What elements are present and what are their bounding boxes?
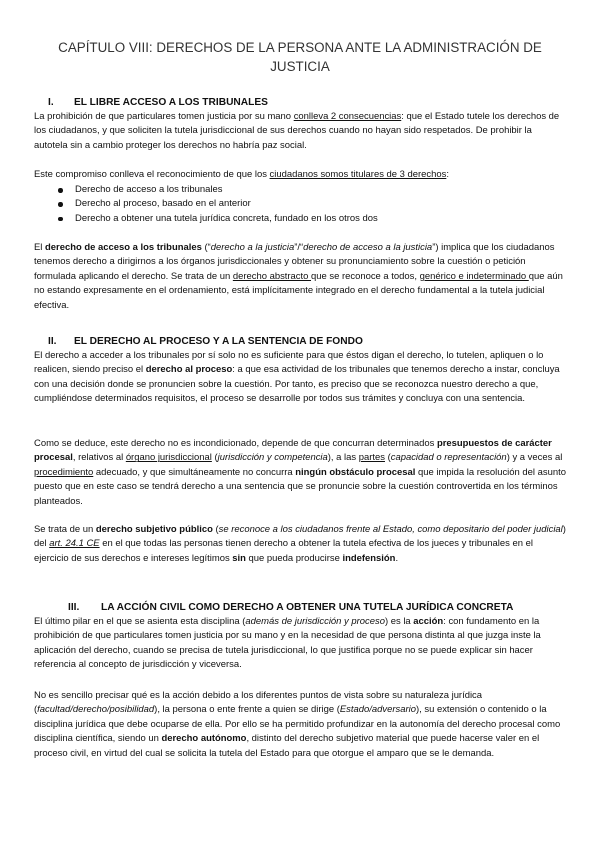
bold-text: presupuestos de carácter procesal bbox=[34, 438, 552, 464]
s1-paragraph-1 bbox=[34, 110, 566, 153]
text: . bbox=[395, 552, 399, 564]
text: ) del bbox=[34, 524, 566, 550]
italic-text: capacidad o representación bbox=[390, 452, 507, 464]
italic-text: facultad/derecho/posibilidad bbox=[37, 704, 155, 716]
text: Como se deduce, este derecho no es incondicionado, depende de que concurran determinados bbox=[34, 438, 437, 449]
section-1-number: I. bbox=[48, 97, 54, 108]
text: ) y a veces al bbox=[506, 452, 563, 464]
text: La prohibición de que particulares tomen justicia por su mano bbox=[34, 111, 294, 122]
text: ”) implica que los ciudadanos tenemos derecho a dirigirnos a los órganos jurisdiccionales y obtener su pronunciamiento sobre la cuestión o petición formulada aplicando el derecho. Se trata de un bbox=[34, 242, 555, 282]
section-3-number: III. bbox=[68, 602, 80, 613]
section-3-title: LA ACCIÓN CIVIL COMO DERECHO A OBTENER UNA TUTELA JURÍDICA CONCRETA bbox=[101, 602, 514, 613]
section-2-number: II. bbox=[48, 336, 57, 347]
s3-paragraph-1 bbox=[34, 615, 566, 673]
italic-text: Estado/adversario bbox=[339, 704, 416, 716]
underlined-text: procedimiento bbox=[34, 466, 94, 478]
text: : a que esa actividad de los tribunales que tenemos derecho a instar, concluya con una decisión donde se pronuncien sobre la cuestión. Por tanto, es preciso que se reconozca nuestro derecho a que, cumpliéndose determinados requisitos, el proceso se desarrolle por todos sus trámites y concluya con una sentencia. bbox=[34, 364, 560, 405]
text: que se reconoce a todos, bbox=[311, 270, 420, 282]
section-3-heading bbox=[68, 601, 513, 615]
text: : que el Estado tutele los derechos de los ciudadanos, y que soliciten la tutela jurisdiccional de sus derechos cuando no hayan sido respetados. De prohibir la autotela sin a cambio proteger los derechos no habría paz social. bbox=[34, 111, 560, 151]
bold-text: derecho autónomo bbox=[161, 733, 247, 745]
text: El derecho a acceder a los tribunales por sí solo no es suficiente para que éstos digan el derecho, lo tutelen, apliquen o lo realicen, siendo preciso el bbox=[34, 350, 544, 376]
underlined-text: derecho abstracto bbox=[232, 270, 312, 282]
underlined-text: genérico e indeterminado bbox=[419, 270, 529, 282]
section-1-title: EL LIBRE ACCESO A LOS TRIBUNALES bbox=[74, 97, 268, 108]
text: : bbox=[446, 169, 449, 180]
text: ) es la bbox=[384, 616, 414, 627]
italic-text: derecho a la justicia bbox=[210, 242, 295, 253]
text: Este compromiso conlleva el reconocimiento de que los bbox=[34, 169, 270, 180]
bold-text: derecho al proceso bbox=[145, 364, 233, 376]
text: No es sencillo precisar qué es la acción debido a los diferentes puntos de vista sobre su naturaleza jurídica ( bbox=[34, 690, 483, 716]
text: ( bbox=[211, 452, 218, 464]
s1-bullet-list bbox=[34, 183, 590, 226]
text: : con fundamento en la prohibición de que particulares tomen justicia por su mano y en la necesidad de que persona distinta al que juzga inste la aplicación del derecho, cuando se precisa de tutela jurisdiccional, lo que justifica porque no se puede explicar sin hacer referencia al concepto de jurisdicción y viceversa. bbox=[34, 616, 541, 671]
text: Se trata de un bbox=[34, 524, 96, 535]
section-1-heading bbox=[48, 96, 268, 110]
text: El último pilar en el que se asienta esta disciplina ( bbox=[34, 616, 246, 627]
italic-text: derecho de acceso a la justicia bbox=[303, 242, 433, 253]
italic-text: se reconoce a los ciudadanos frente al Estado, como depositario del poder judicial bbox=[218, 524, 563, 535]
text: , distinto del derecho subjetivo material que puede hacerse valer en el proceso civil, en virtud del cual se solicita la tutela del Estado para que otorgue el amparo que se le demanda. bbox=[34, 733, 540, 759]
text: que aún no estando expresamente en el ordenamiento, está implícitamente integrado en el derecho fundamental a la tutela judicial efectiva. bbox=[34, 270, 563, 311]
text: El bbox=[34, 242, 46, 253]
chapter-title: CAPÍTULO VIII: DERECHOS DE LA PERSONA ANTE LA ADMINISTRACIÓN DE JUSTICIA bbox=[58, 40, 542, 74]
article-reference: art. 24.1 CE bbox=[49, 538, 100, 550]
bold-text: sin bbox=[232, 552, 246, 564]
s1-paragraph-3 bbox=[34, 241, 566, 313]
text: ), su extensión o contenido o la disciplina jurídica que debe ocuparse de ella. Por ello se ha permitido profundizar en la autonomía del derecho procesal como disciplina científica, siendo un bbox=[34, 704, 561, 745]
text: , relativos al bbox=[72, 452, 126, 464]
s3-paragraph-2 bbox=[34, 689, 566, 761]
underlined-text: ciudadanos somos titulares de 3 derechos bbox=[269, 169, 447, 180]
text: ), a las bbox=[327, 452, 359, 464]
text: que impida la resolución del asunto puesto que en este caso se tendrá derecho a una sentencia que se pronuncie sobre la cuestión controvertida en los términos planteados. bbox=[34, 466, 566, 507]
text: en el que todas las personas tienen derecho a obtener la tutela efectiva de los jueces y tribunales en el ejercicio de sus derechos e intereses legítimos bbox=[34, 538, 533, 564]
s2-paragraph-1 bbox=[34, 349, 566, 407]
bold-text: derecho subjetivo público bbox=[95, 524, 213, 535]
list-item: Derecho de acceso a los tribunales bbox=[58, 183, 590, 197]
bold-text: acción bbox=[413, 616, 444, 627]
underlined-text: partes bbox=[358, 452, 385, 464]
bold-text: indefensión bbox=[342, 552, 396, 564]
text: ”/“ bbox=[294, 242, 304, 253]
text: ( bbox=[384, 452, 391, 464]
italic-text: además de jurisdicción y proceso bbox=[245, 616, 385, 627]
list-item: Derecho a obtener una tutela jurídica concreta, fundado en los otros dos bbox=[58, 212, 590, 226]
text: ), la persona o ente frente a quien se dirige ( bbox=[154, 704, 340, 716]
text: que pueda producirse bbox=[245, 552, 343, 564]
underlined-text: conlleva 2 consecuencias bbox=[293, 111, 402, 122]
text: ( bbox=[212, 524, 219, 535]
s2-paragraph-2 bbox=[34, 437, 566, 509]
list-item: Derecho al proceso, basado en el anterior bbox=[58, 197, 590, 211]
section-2-heading bbox=[48, 335, 363, 349]
italic-text: jurisdicción y competencia bbox=[217, 452, 328, 464]
text: (“ bbox=[201, 242, 211, 253]
s2-paragraph-3 bbox=[34, 523, 566, 566]
bold-text: derecho de acceso a los tribunales bbox=[45, 242, 202, 253]
bold-text: ningún obstáculo procesal bbox=[295, 466, 416, 478]
s1-paragraph-2 bbox=[34, 168, 566, 182]
text: adecuado, y que simultáneamente no concurra bbox=[93, 466, 296, 478]
underlined-text: órgano jurisdiccional bbox=[125, 452, 212, 464]
section-2-title: EL DERECHO AL PROCESO Y A LA SENTENCIA DE FONDO bbox=[74, 336, 363, 347]
